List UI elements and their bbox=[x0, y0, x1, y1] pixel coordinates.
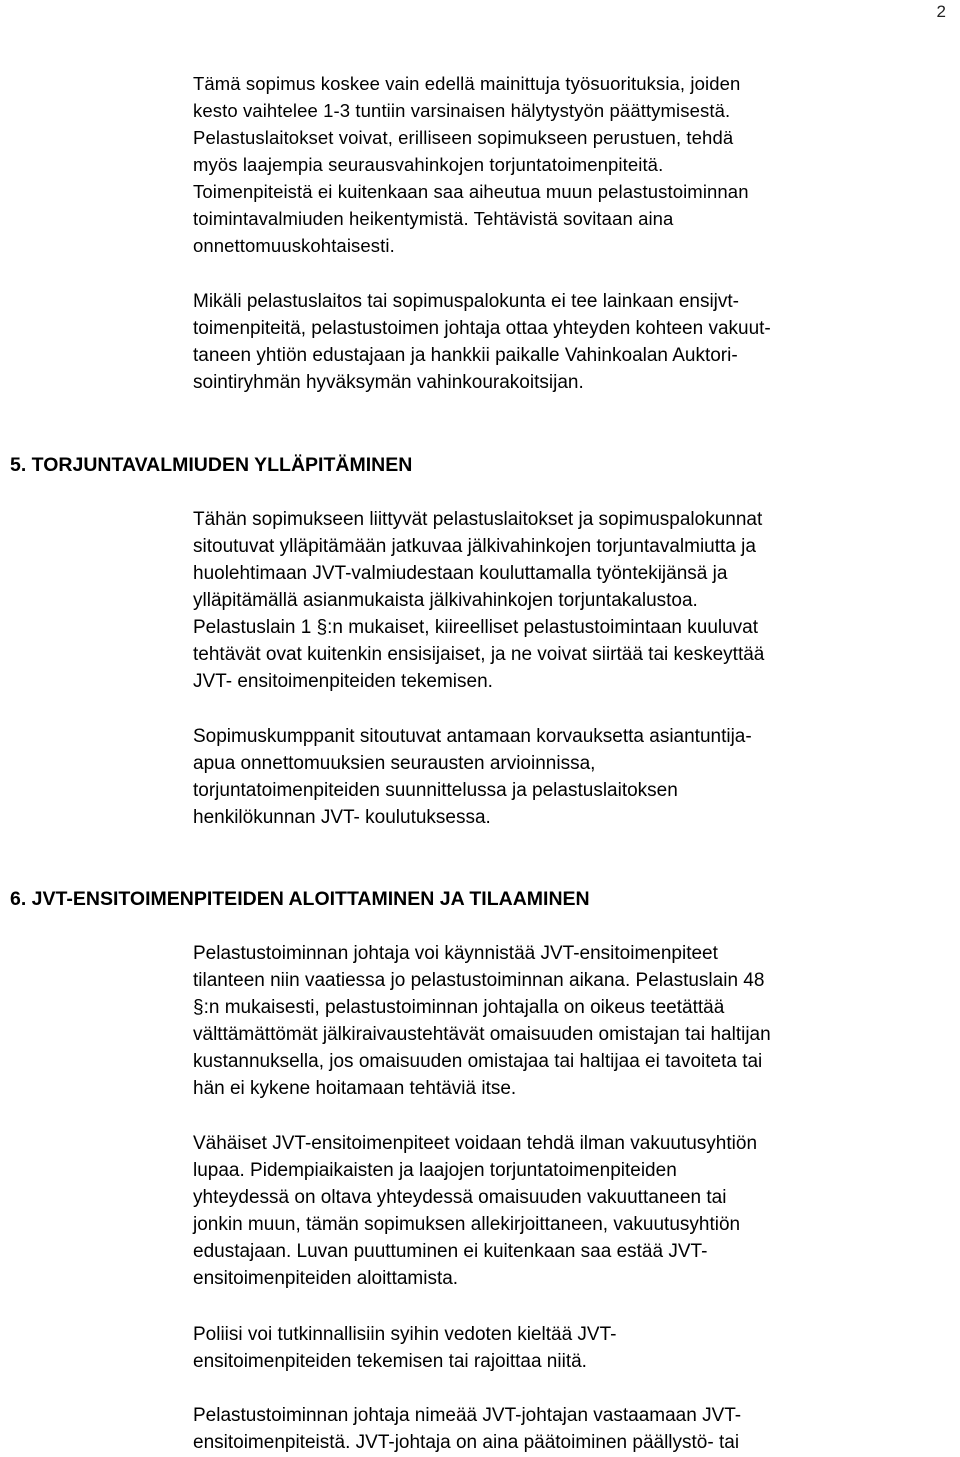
text-line: Pelastustoiminnan johtaja nimeää JVT-johtajan vastaamaan JVT- bbox=[193, 1405, 742, 1426]
text-line: Tämä sopimus koskee vain edellä mainittuja työsuorituksia, joiden bbox=[193, 73, 741, 94]
section-5-heading: 5. TORJUNTAVALMIUDEN YLLÄPITÄMINEN bbox=[10, 454, 413, 476]
contractor-paragraph bbox=[193, 288, 771, 396]
text-line: jonkin muun, tämän sopimuksen allekirjoittaneen, vakuutusyhtiön bbox=[193, 1214, 741, 1235]
text-line: kustannuksella, jos omaisuuden omistajaa tai haltijaa ei tavoiteta tai bbox=[193, 1051, 763, 1072]
text-line: Pelastuslain 1 §:n mukaiset, kiireelliset pelastustoimintaan kuuluvat bbox=[193, 617, 759, 638]
text-line: sointiryhmän hyväksymän vahinkourakoitsijan. bbox=[193, 372, 584, 393]
intro-paragraph bbox=[193, 70, 749, 259]
section-6-paragraph-3 bbox=[193, 1321, 616, 1375]
text-line: hän ei kykene hoitamaan tehtäviä itse. bbox=[193, 1078, 517, 1099]
section-6-paragraph-2 bbox=[193, 1130, 757, 1292]
text-line: kesto vaihtelee 1-3 tuntiin varsinaisen hälytystyön päättymisestä. bbox=[193, 100, 731, 121]
text-line: toimintavalmiuden heikentymistä. Tehtävistä sovitaan aina bbox=[193, 208, 674, 229]
text-line: Poliisi voi tutkinnallisiin syihin vedoten kieltää JVT- bbox=[193, 1324, 617, 1345]
text-line: henkilökunnan JVT- koulutuksessa. bbox=[193, 807, 491, 828]
text-line: taneen yhtiön edustajaan ja hankkii paikalle Vahinkoalan Auktori- bbox=[193, 345, 738, 366]
section-6-paragraph-1 bbox=[193, 940, 771, 1102]
text-line: edustajaan. Luvan puuttuminen ei kuitenkaan saa estää JVT- bbox=[193, 1241, 708, 1262]
text-line: yhteydessä on oltava yhteydessä omaisuuden vakuuttaneen tai bbox=[193, 1187, 727, 1208]
text-line: myös laajempia seurausvahinkojen torjuntatoimenpiteitä. bbox=[193, 154, 664, 175]
page-number: 2 bbox=[936, 2, 946, 21]
text-line: ylläpitämällä asianmukaista jälkivahinkojen torjuntakalustoa. bbox=[193, 590, 698, 611]
section-6-paragraph-4 bbox=[193, 1402, 741, 1456]
text-line: Tähän sopimukseen liittyvät pelastuslaitokset ja sopimuspalokunnat bbox=[193, 509, 763, 530]
text-line: ensitoimenpiteiden aloittamista. bbox=[193, 1268, 459, 1289]
section-6-heading: 6. JVT-ENSITOIMENPITEIDEN ALOITTAMINEN JA TILAAMINEN bbox=[10, 888, 590, 910]
text-line: Pelastuslaitokset voivat, erilliseen sopimukseen perustuen, tehdä bbox=[193, 127, 734, 148]
section-5-paragraph-1 bbox=[193, 506, 764, 695]
text-line: toimenpiteitä, pelastustoimen johtaja ottaa yhteyden kohteen vakuut- bbox=[193, 318, 771, 339]
text-line: Pelastustoiminnan johtaja voi käynnistää JVT-ensitoimenpiteet bbox=[193, 943, 718, 964]
text-line: sitoutuvat ylläpitämään jatkuvaa jälkivahinkojen torjuntavalmiutta ja bbox=[193, 536, 756, 557]
text-line: ensitoimenpiteiden tekemisen tai rajoittaa niitä. bbox=[193, 1351, 587, 1372]
section-5-paragraph-2 bbox=[193, 723, 752, 831]
text-line: lupaa. Pidempiaikaisten ja laajojen torjuntatoimenpiteiden bbox=[193, 1160, 677, 1181]
text-line: tilanteen niin vaatiessa jo pelastustoiminnan aikana. Pelastuslain 48 bbox=[193, 970, 765, 991]
text-line: JVT- ensitoimenpiteiden tekemisen. bbox=[193, 671, 493, 692]
text-line: välttämättömät jälkiraivaustehtävät omaisuuden omistajan tai haltijan bbox=[193, 1024, 771, 1045]
text-line: torjuntatoimenpiteiden suunnittelussa ja pelastuslaitoksen bbox=[193, 780, 678, 801]
text-line: onnettomuuskohtaisesti. bbox=[193, 235, 395, 256]
text-line: Sopimuskumppanit sitoutuvat antamaan korvauksetta asiantuntija- bbox=[193, 726, 752, 747]
text-line: §:n mukaisesti, pelastustoiminnan johtajalla on oikeus teetättää bbox=[193, 997, 725, 1018]
text-line: ensitoimenpiteistä. JVT-johtaja on aina päätoiminen päällystö- tai bbox=[193, 1432, 740, 1453]
text-line: apua onnettomuuksien seurausten arvioinnissa, bbox=[193, 753, 596, 774]
text-line: Toimenpiteistä ei kuitenkaan saa aiheutua muun pelastustoiminnan bbox=[193, 181, 749, 202]
text-line: Mikäli pelastuslaitos tai sopimuspalokunta ei tee lainkaan ensijvt- bbox=[193, 291, 740, 312]
text-line: huolehtimaan JVT-valmiudestaan kouluttamalla työntekijänsä ja bbox=[193, 563, 728, 584]
text-line: tehtävät ovat kuitenkin ensisijaiset, ja ne voivat siirtää tai keskeyttää bbox=[193, 644, 765, 665]
text-line: Vähäiset JVT-ensitoimenpiteet voidaan tehdä ilman vakuutusyhtiön bbox=[193, 1133, 758, 1154]
